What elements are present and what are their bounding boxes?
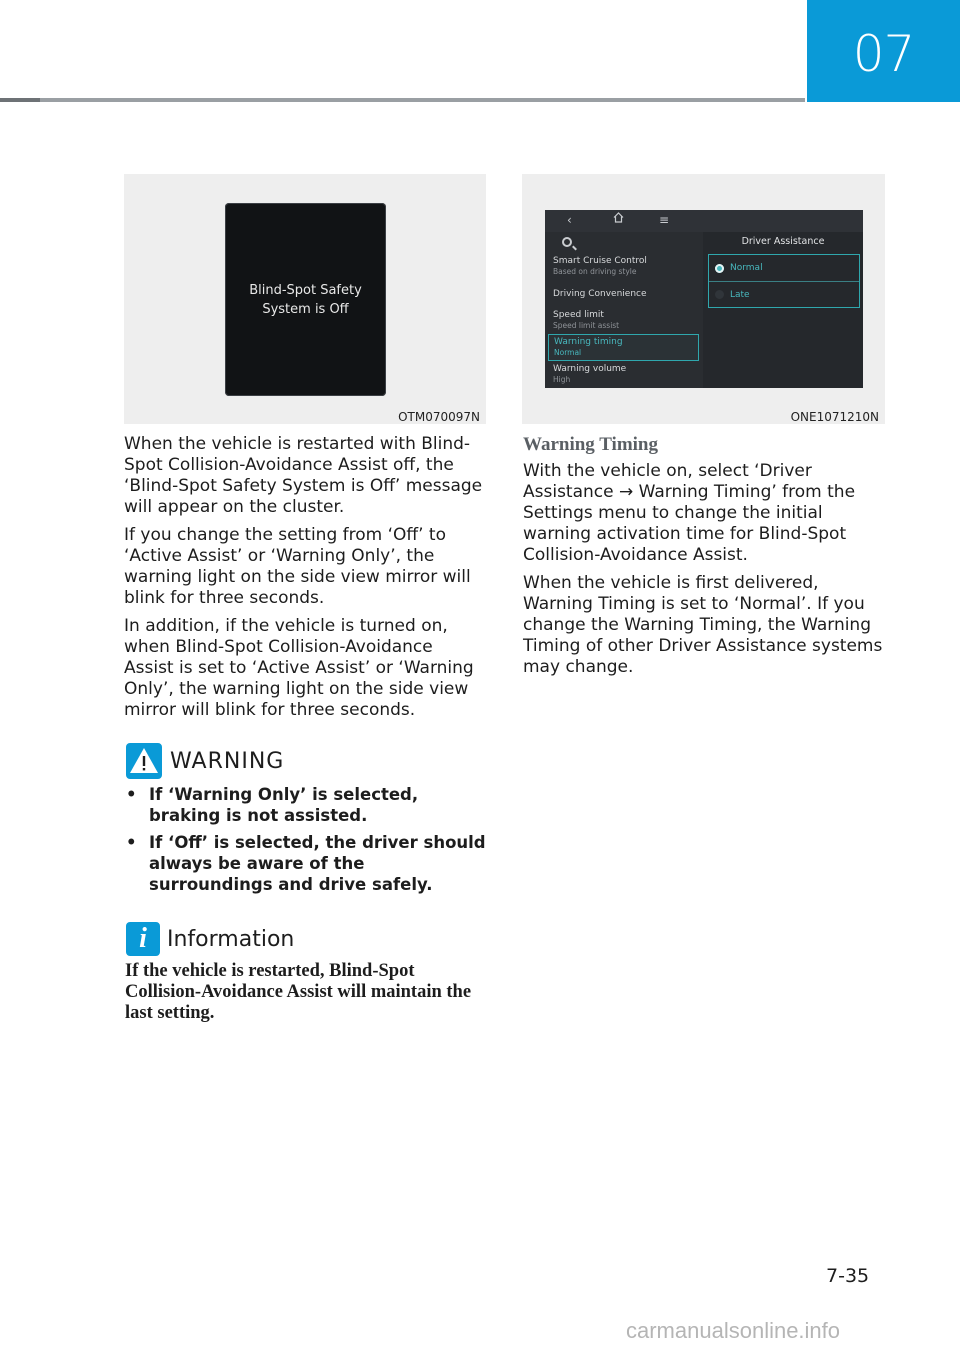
radio-selected-icon — [715, 264, 724, 273]
menu-item-title: Speed limit — [553, 310, 604, 320]
watermark: carmanualsonline.info — [626, 1318, 841, 1343]
figure-code: ONE1071210N — [790, 410, 879, 424]
settings-screen — [545, 210, 863, 388]
warning-title: WARNING — [170, 748, 285, 774]
menu-item-subtitle: High — [553, 375, 571, 384]
menu-item-subtitle: Normal — [554, 348, 582, 357]
right-column — [523, 434, 885, 685]
timing-options — [708, 254, 860, 308]
bullet-icon: • — [126, 833, 137, 852]
bullet-icon: • — [126, 785, 137, 804]
cluster-message-line-2: System is Off — [262, 301, 349, 317]
radio-unselected-icon — [715, 290, 724, 299]
left-column — [124, 434, 486, 728]
paragraph: In addition, if the vehicle is turned on, when Blind-Spot Collision-Avoidance Assist is set to ‘Active Assist’ or ‘Warning Only’, the warning light on the side view mirror will blink for three seconds. — [124, 616, 474, 720]
menu-item-smart-cruise-control[interactable] — [548, 256, 699, 277]
menu-item-warning-volume[interactable] — [548, 364, 699, 385]
back-icon[interactable]: ‹ — [567, 213, 572, 227]
section-heading: Warning Timing — [523, 434, 658, 455]
option-label: Normal — [730, 263, 763, 273]
option-normal[interactable] — [709, 255, 859, 281]
paragraph: When the vehicle is first delivered, Warning Timing is set to ‘Normal’. If you change the Warning Timing, the Warning Timing of other Driver Assistance systems may change. — [523, 573, 883, 677]
cluster-figure — [124, 174, 486, 424]
option-late[interactable] — [709, 281, 859, 307]
menu-item-warning-timing[interactable] — [548, 334, 699, 361]
figure-code: OTM070097N — [398, 410, 480, 424]
cluster-message — [249, 281, 362, 319]
header-rule — [0, 98, 805, 102]
menu-item-driving-convenience[interactable] — [548, 289, 699, 300]
menu-item-subtitle: Based on driving style — [553, 267, 637, 276]
menu-item-subtitle: Speed limit assist — [553, 321, 620, 330]
paragraph: With the vehicle on, select ‘Driver Assistance → Warning Timing’ from the Settings menu to change the initial warning activation time for Blind-Spot Collision-Avoidance Assist. — [523, 461, 856, 565]
warning-item — [126, 832, 486, 895]
warning-list — [126, 784, 486, 901]
screen-top-bar — [545, 210, 863, 232]
warning-heading — [126, 743, 284, 779]
warning-item — [126, 784, 486, 826]
chapter-tab — [807, 0, 960, 102]
info-icon: i — [126, 922, 160, 956]
settings-menu — [545, 232, 703, 388]
paragraph: When the vehicle is restarted with Blind-Spot Collision-Avoidance Assist off, the ‘Blind-Spot Safety System is Off’ message will appear on the cluster. — [124, 434, 483, 517]
information-heading — [126, 922, 294, 956]
panel-title: Driver Assistance — [741, 236, 825, 247]
menu-item-speed-limit[interactable] — [548, 310, 699, 331]
chapter-number: 07 — [852, 25, 915, 83]
home-icon[interactable] — [613, 212, 624, 226]
settings-figure — [522, 174, 885, 424]
warning-item-text: If ‘Off’ is selected, the driver should always be aware of the surroundings and drive safely. — [149, 833, 486, 894]
menu-item-title: Warning volume — [553, 364, 627, 374]
information-body: If the vehicle is restarted, Blind-Spot Collision-Avoidance Assist will maintain the last setting. — [125, 961, 472, 1023]
warning-item-text: If ‘Warning Only’ is selected, braking is not assisted. — [149, 785, 419, 825]
header-rule-accent — [0, 98, 40, 102]
cluster-message-line-1: Blind-Spot Safety — [249, 282, 362, 298]
paragraph: If you change the setting from ‘Off’ to ‘Active Assist’ or ‘Warning Only’, the warning light on the side view mirror will blink for three seconds. — [124, 525, 471, 608]
information-title: Information — [167, 926, 295, 952]
page-number: 7-35 — [826, 1265, 870, 1287]
menu-item-title: Smart Cruise Control — [553, 256, 647, 266]
cluster-display — [225, 203, 386, 396]
menu-item-title: Warning timing — [554, 337, 623, 347]
menu-icon[interactable]: ≡ — [659, 213, 670, 227]
warning-triangle-icon — [126, 743, 162, 779]
menu-item-title: Driving Convenience — [553, 289, 647, 299]
driver-assistance-panel — [703, 232, 863, 388]
search-icon[interactable] — [562, 237, 572, 247]
option-label: Late — [730, 289, 750, 300]
